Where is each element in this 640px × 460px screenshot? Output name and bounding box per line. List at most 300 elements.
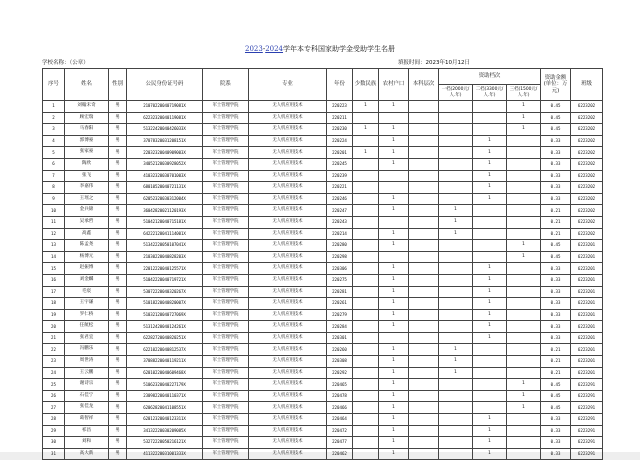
cell-seq: 22	[43, 344, 65, 356]
cell-id-number: 37088220040119211X	[127, 356, 203, 368]
cell-grade-1: 1	[439, 205, 473, 217]
cell-ethnic	[353, 298, 379, 310]
cell-grade-2: 1	[473, 286, 507, 298]
cell-grade-1	[439, 286, 473, 298]
cell-grade-3	[507, 193, 541, 205]
cell-amount: 0.33	[541, 309, 571, 321]
fill-time-label: 填报时间：2023年10月12日	[398, 60, 470, 66]
cell-grade-1: 1	[439, 367, 473, 379]
cell-amount: 0.21	[541, 344, 571, 356]
cell-major: 无人机应用技术	[249, 402, 327, 414]
cell-grade-3: 1	[507, 101, 541, 113]
table-row	[43, 414, 603, 426]
cell-ethnic	[353, 344, 379, 356]
cell-grade-2	[473, 367, 507, 379]
cell-class-code: 6223201	[571, 263, 603, 275]
cell-level	[409, 356, 439, 368]
cell-id-number: 53072220040320267X	[127, 286, 203, 298]
cell-seq: 5	[43, 147, 65, 159]
cell-ethnic	[353, 390, 379, 402]
cell-name: 陶欣	[65, 158, 109, 170]
table-body	[43, 101, 603, 460]
cell-college: 军士管理学院	[203, 112, 249, 124]
table-row	[43, 251, 603, 263]
cell-rural	[379, 332, 409, 344]
table-row	[43, 158, 603, 170]
cell-name: 马春阳	[65, 124, 109, 136]
cell-rural: 1	[379, 286, 409, 298]
cell-year: 220224	[327, 135, 353, 147]
cell-name: 谢诗宗	[65, 379, 109, 391]
cell-class-code: 6223201	[571, 298, 603, 310]
cell-gender: 男	[109, 448, 127, 460]
cell-grade-2	[473, 101, 507, 113]
cell-grade-3	[507, 263, 541, 275]
cell-level	[409, 425, 439, 437]
cell-rural: 1	[379, 240, 409, 252]
cell-id-number: 62062820041108551X	[127, 402, 203, 414]
cell-name: 石佳宁	[65, 390, 109, 402]
cell-grade-1	[439, 298, 473, 310]
cell-college: 军士管理学院	[203, 425, 249, 437]
cell-major: 无人机应用技术	[249, 425, 327, 437]
cell-ethnic	[353, 158, 379, 170]
cell-college: 军士管理学院	[203, 298, 249, 310]
cell-level	[409, 309, 439, 321]
cell-grade-1: 1	[439, 228, 473, 240]
cell-gender: 男	[109, 216, 127, 228]
cell-name: 祁昌	[65, 425, 109, 437]
col-gender: 性别	[109, 69, 127, 101]
cell-year: 220223	[327, 101, 353, 113]
cell-id-number: 62012320040123311X	[127, 414, 203, 426]
cell-seq: 9	[43, 193, 65, 205]
table-row	[43, 437, 603, 449]
cell-gender: 男	[109, 286, 127, 298]
cell-grade-2: 1	[473, 193, 507, 205]
cell-seq: 12	[43, 228, 65, 240]
cell-rural: 1	[379, 425, 409, 437]
cell-class-code: 6223201	[571, 240, 603, 252]
cell-class-code: 6223201	[571, 321, 603, 333]
cell-level	[409, 344, 439, 356]
cell-grade-2: 1	[473, 170, 507, 182]
col-seq: 序号	[43, 69, 65, 101]
cell-year: 220306	[327, 263, 353, 275]
cell-grade-1	[439, 158, 473, 170]
cell-year: 220478	[327, 390, 353, 402]
cell-gender: 男	[109, 170, 127, 182]
cell-grade-2: 1	[473, 425, 507, 437]
cell-seq: 19	[43, 309, 65, 321]
cell-grade-1	[439, 101, 473, 113]
cell-level	[409, 205, 439, 217]
cell-name: 陈孟尧	[65, 240, 109, 252]
cell-major: 无人机应用技术	[249, 298, 327, 310]
col-class-code: 班级	[571, 69, 603, 101]
cell-class-code: 6223201	[571, 286, 603, 298]
cell-college: 军士管理学院	[203, 332, 249, 344]
cell-name: 杨博元	[65, 251, 109, 263]
cell-id-number: 51062320040227179X	[127, 379, 203, 391]
col-year: 年份	[327, 69, 353, 101]
cell-amount: 0.33	[541, 170, 571, 182]
cell-grade-3	[507, 344, 541, 356]
cell-level	[409, 263, 439, 275]
cell-rural: 1	[379, 379, 409, 391]
cell-ethnic	[353, 286, 379, 298]
cell-class-code: 6223201	[571, 332, 603, 344]
cell-grade-2: 1	[473, 158, 507, 170]
cell-gender: 男	[109, 437, 127, 449]
cell-grade-2	[473, 112, 507, 124]
cell-id-number: 62052320030312004X	[127, 193, 203, 205]
cell-seq: 21	[43, 332, 65, 344]
cell-name: 毛宸	[65, 286, 109, 298]
cell-ethnic	[353, 414, 379, 426]
cell-level	[409, 402, 439, 414]
cell-college: 军士管理学院	[203, 135, 249, 147]
cell-college: 军士管理学院	[203, 228, 249, 240]
cell-grade-2: 1	[473, 309, 507, 321]
cell-class-code: 6223201	[571, 251, 603, 263]
cell-major: 无人机应用技术	[249, 135, 327, 147]
cell-seq: 30	[43, 437, 65, 449]
cell-college: 军士管理学院	[203, 344, 249, 356]
cell-grade-1: 1	[439, 216, 473, 228]
cell-grade-2	[473, 379, 507, 391]
cell-level	[409, 274, 439, 286]
cell-major: 无人机应用技术	[249, 158, 327, 170]
cell-level	[409, 193, 439, 205]
cell-gender: 男	[109, 356, 127, 368]
cell-gender: 男	[109, 309, 127, 321]
cell-seq: 26	[43, 390, 65, 402]
cell-ethnic	[353, 321, 379, 333]
cell-grade-3: 1	[507, 112, 541, 124]
cell-gender: 男	[109, 274, 127, 286]
cell-rural: 1	[379, 274, 409, 286]
cell-grade-2	[473, 240, 507, 252]
cell-level	[409, 147, 439, 159]
cell-name: 葛智祥	[65, 414, 109, 426]
table-row	[43, 147, 603, 159]
cell-grade-1	[439, 182, 473, 194]
cell-id-number: 21030220040828203X	[127, 251, 203, 263]
cell-amount: 0.45	[541, 251, 571, 263]
cell-ethnic	[353, 448, 379, 460]
cell-amount: 0.33	[541, 332, 571, 344]
cell-level	[409, 112, 439, 124]
cell-gender: 男	[109, 414, 127, 426]
cell-college: 军士管理学院	[203, 356, 249, 368]
cell-class-code: 6223202	[571, 135, 603, 147]
col-grade-3: 三档(1500元/人.年)	[507, 85, 541, 101]
cell-amount: 0.33	[541, 147, 571, 159]
cell-amount: 0.21	[541, 205, 571, 217]
table-row	[43, 124, 603, 136]
cell-grade-2: 1	[473, 135, 507, 147]
cell-name: 张佳龙	[65, 402, 109, 414]
cell-grade-1	[439, 251, 473, 263]
cell-rural: 1	[379, 263, 409, 275]
cell-grade-3	[507, 356, 541, 368]
cell-class-code: 6223291	[571, 402, 603, 414]
cell-grade-1	[439, 425, 473, 437]
cell-year: 220245	[327, 158, 353, 170]
table-row	[43, 240, 603, 252]
cell-level	[409, 390, 439, 402]
cell-major: 无人机应用技术	[249, 390, 327, 402]
cell-class-code: 6223202	[571, 147, 603, 159]
cell-gender: 男	[109, 240, 127, 252]
cell-rural: 1	[379, 298, 409, 310]
cell-seq: 25	[43, 379, 65, 391]
cell-gender: 男	[109, 321, 127, 333]
cell-class-code: 6223201	[571, 356, 603, 368]
table-row	[43, 112, 603, 124]
cell-amount: 0.21	[541, 356, 571, 368]
table-row	[43, 170, 603, 182]
cell-seq: 18	[43, 298, 65, 310]
cell-seq: 3	[43, 124, 65, 136]
cell-grade-3	[507, 286, 541, 298]
cell-year: 220462	[327, 448, 353, 460]
cell-year: 220466	[327, 402, 353, 414]
cell-grade-1	[439, 309, 473, 321]
cell-grade-3	[507, 425, 541, 437]
cell-rural: 1	[379, 367, 409, 379]
cell-seq: 24	[43, 367, 65, 379]
cell-college: 军士管理学院	[203, 414, 249, 426]
col-name: 姓名	[65, 69, 109, 101]
cell-major: 无人机应用技术	[249, 205, 327, 217]
cell-amount: 0.33	[541, 448, 571, 460]
cell-ethnic: 1	[353, 147, 379, 159]
cell-id-number: 22012220040125571X	[127, 263, 203, 275]
table-row	[43, 390, 603, 402]
cell-gender: 男	[109, 390, 127, 402]
cell-grade-3: 1	[507, 240, 541, 252]
cell-major: 无人机应用技术	[249, 263, 327, 275]
table-row	[43, 101, 603, 113]
cell-college: 军士管理学院	[203, 321, 249, 333]
cell-rural: 1	[379, 344, 409, 356]
cell-college: 军士管理学院	[203, 158, 249, 170]
cell-id-number: 62010220040609468X	[127, 367, 203, 379]
cell-level	[409, 228, 439, 240]
cell-year: 220292	[327, 367, 353, 379]
cell-level	[409, 379, 439, 391]
cell-grade-3	[507, 298, 541, 310]
recipient-table	[42, 68, 603, 460]
table-row	[43, 402, 603, 414]
cell-ethnic	[353, 402, 379, 414]
cell-grade-2: 1	[473, 298, 507, 310]
cell-level	[409, 216, 439, 228]
table-row	[43, 344, 603, 356]
cell-year: 220246	[327, 193, 353, 205]
cell-seq: 15	[43, 263, 65, 275]
cell-grade-3: 1	[507, 124, 541, 136]
cell-class-code: 6223202	[571, 205, 603, 217]
cell-amount: 0.45	[541, 390, 571, 402]
table-row	[43, 309, 603, 321]
title-text: 学年本专科国家助学金受助学生名册	[283, 45, 396, 53]
cell-rural: 1	[379, 414, 409, 426]
cell-grade-1	[439, 390, 473, 402]
cell-level	[409, 367, 439, 379]
cell-year: 220279	[327, 309, 353, 321]
cell-level	[409, 240, 439, 252]
cell-grade-3	[507, 147, 541, 159]
cell-level	[409, 286, 439, 298]
cell-class-code: 6223291	[571, 390, 603, 402]
cell-level	[409, 298, 439, 310]
cell-rural	[379, 216, 409, 228]
cell-college: 军士管理学院	[203, 390, 249, 402]
cell-major: 无人机应用技术	[249, 251, 327, 263]
cell-id-number: 51342220050107041X	[127, 240, 203, 252]
cell-class-code: 6223202	[571, 112, 603, 124]
cell-seq: 28	[43, 414, 65, 426]
cell-major: 无人机应用技术	[249, 124, 327, 136]
cell-gender: 男	[109, 112, 127, 124]
cell-major: 无人机应用技术	[249, 182, 327, 194]
cell-amount: 0.33	[541, 286, 571, 298]
cell-name: 刘翰未奇	[65, 101, 109, 113]
cell-id-number: 41132220031001333X	[127, 448, 203, 460]
cell-class-code: 6223202	[571, 193, 603, 205]
cell-class-code: 6223291	[571, 448, 603, 460]
cell-rural: 1	[379, 309, 409, 321]
cell-seq: 7	[43, 170, 65, 182]
cell-gender: 男	[109, 263, 127, 275]
col-level: 本科层次	[409, 69, 439, 101]
cell-class-code: 6223291	[571, 379, 603, 391]
cell-grade-2	[473, 344, 507, 356]
cell-rural	[379, 182, 409, 194]
cell-amount: 0.45	[541, 112, 571, 124]
cell-name: 李嘉伟	[65, 182, 109, 194]
cell-grade-2: 1	[473, 332, 507, 344]
cell-level	[409, 135, 439, 147]
cell-grade-1: 1	[439, 344, 473, 356]
cell-seq: 10	[43, 205, 65, 217]
cell-gender: 男	[109, 228, 127, 240]
cell-name: 金兵锦	[65, 205, 109, 217]
cell-ethnic	[353, 112, 379, 124]
cell-rural: 1	[379, 205, 409, 217]
cell-college: 军士管理学院	[203, 251, 249, 263]
cell-college: 军士管理学院	[203, 274, 249, 286]
cell-gender: 男	[109, 193, 127, 205]
cell-seq: 31	[43, 448, 65, 460]
cell-level	[409, 414, 439, 426]
cell-grade-1	[439, 437, 473, 449]
cell-year: 220214	[327, 228, 353, 240]
cell-amount: 0.33	[541, 182, 571, 194]
cell-college: 军士管理学院	[203, 367, 249, 379]
cell-id-number: 51042220040719721X	[127, 274, 203, 286]
cell-ethnic	[353, 367, 379, 379]
cell-class-code: 6223201	[571, 274, 603, 286]
table-row	[43, 216, 603, 228]
cell-college: 军士管理学院	[203, 216, 249, 228]
cell-rural: 1	[379, 356, 409, 368]
cell-name: 张君宜	[65, 332, 109, 344]
cell-grade-3	[507, 158, 541, 170]
cell-grade-2	[473, 251, 507, 263]
col-major: 专业	[249, 69, 327, 101]
cell-gender: 男	[109, 298, 127, 310]
cell-college: 军士管理学院	[203, 124, 249, 136]
cell-amount: 0.33	[541, 263, 571, 275]
cell-gender: 男	[109, 158, 127, 170]
cell-grade-1	[439, 147, 473, 159]
cell-id-number: 51032120040727069X	[127, 309, 203, 321]
cell-grade-2: 1	[473, 274, 507, 286]
cell-gender: 男	[109, 251, 127, 263]
cell-ethnic	[353, 228, 379, 240]
cell-seq: 8	[43, 182, 65, 194]
cell-grade-2: 1	[473, 182, 507, 194]
cell-grade-2	[473, 205, 507, 217]
cell-college: 军士管理学院	[203, 170, 249, 182]
cell-grade-1	[439, 402, 473, 414]
cell-ethnic	[353, 356, 379, 368]
cell-name: 周世涛	[65, 356, 109, 368]
cell-ethnic	[353, 274, 379, 286]
cell-grade-1	[439, 263, 473, 275]
cell-name: 冯鹏乐	[65, 344, 109, 356]
cell-ethnic	[353, 425, 379, 437]
cell-seq: 29	[43, 425, 65, 437]
cell-gender: 男	[109, 147, 127, 159]
cell-seq: 14	[43, 251, 65, 263]
cell-year: 220281	[327, 286, 353, 298]
cell-college: 军士管理学院	[203, 147, 249, 159]
cell-rural: 1	[379, 124, 409, 136]
cell-gender: 男	[109, 182, 127, 194]
cell-year: 220243	[327, 216, 353, 228]
table-row	[43, 228, 603, 240]
cell-id-number: 51312420040124261X	[127, 321, 203, 333]
cell-grade-2	[473, 402, 507, 414]
cell-grade-2: 1	[473, 414, 507, 426]
cell-grade-3: 1	[507, 251, 541, 263]
cell-class-code: 6223291	[571, 437, 603, 449]
cell-ethnic	[353, 216, 379, 228]
col-aid-amount: 资助金额(单位：万元)	[541, 69, 571, 101]
cell-name: 张飞	[65, 170, 109, 182]
cell-grade-3	[507, 437, 541, 449]
cell-rural	[379, 251, 409, 263]
cell-seq: 2	[43, 112, 65, 124]
col-college: 院系	[203, 69, 249, 101]
cell-major: 无人机应用技术	[249, 414, 327, 426]
cell-level	[409, 332, 439, 344]
school-name-label: 学校名称：（公章）	[42, 60, 89, 66]
cell-ethnic: 1	[353, 101, 379, 113]
cell-id-number: 62210220040812537X	[127, 344, 203, 356]
cell-name: 郭博豪	[65, 135, 109, 147]
cell-name: 刘金麟	[65, 274, 109, 286]
cell-ethnic	[353, 263, 379, 275]
cell-major: 无人机应用技术	[249, 170, 327, 182]
title-year-start: 2023	[244, 45, 263, 53]
cell-level	[409, 437, 439, 449]
